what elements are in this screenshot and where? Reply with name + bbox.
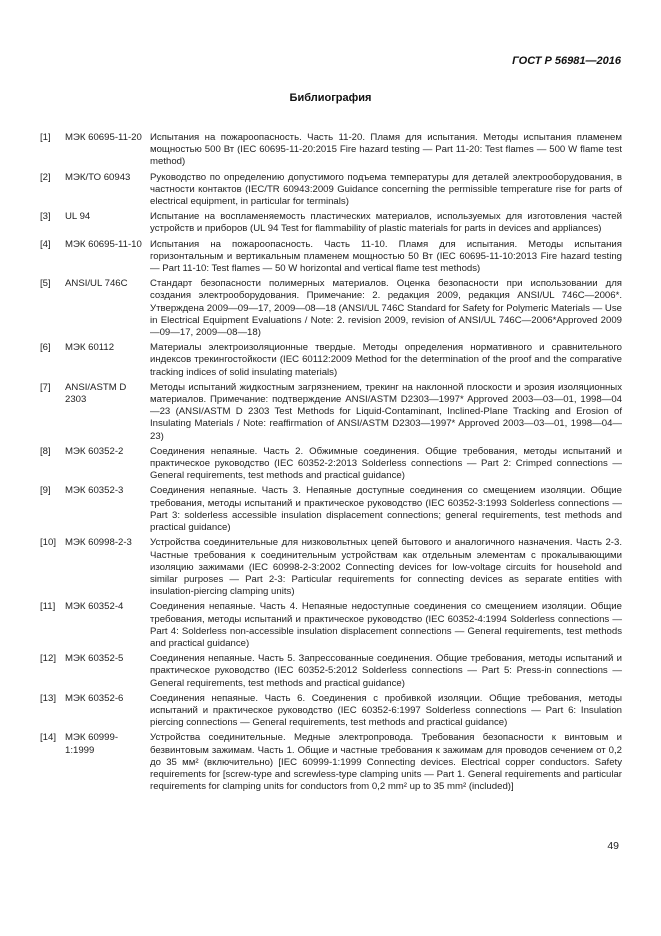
reference-code: UL 94 xyxy=(65,211,91,223)
reference-text: Материалы электроизоляционные твердые. Методы определения нормативного и сравнительного индексов трекингостойкости (IEC 60112:2009 Method for the determination of the proof and the comparative tracking indices of solid insulating materials) xyxy=(150,342,622,378)
reference-number: [7] xyxy=(40,381,51,393)
reference-code: МЭК 60998-2-3 xyxy=(65,537,132,549)
reference-item xyxy=(40,601,622,650)
reference-number: [8] xyxy=(40,445,51,457)
reference-number: [9] xyxy=(40,485,51,497)
reference-code: МЭК 60695-11-20 xyxy=(65,132,142,143)
reference-item xyxy=(40,132,622,169)
reference-code: МЭК 60112 xyxy=(65,342,115,354)
reference-number: [1] xyxy=(40,132,51,143)
reference-item xyxy=(40,172,622,209)
reference-text: Соединения непаяные. Часть 2. Обжимные соединения. Общие требования, методы испытаний и практическое руководство (IEC 60352-2:2013 Solderless connections — Part 2: Crimped connections — General requirements, test methods and practical guidance) xyxy=(150,445,622,482)
reference-code: МЭК/ТО 60943 xyxy=(65,171,131,183)
reference-item xyxy=(40,693,622,730)
reference-text: Соединения непаяные. Часть 4. Непаяные недоступные соединения со смещением изоляции. Общие требования, методы испытаний и практическое руководство (IEC 60352-4:1994 Solderless connections — Part 4: Solderless non-accessible insulation displacement connections — General requirements, test methods and practical guidance) xyxy=(150,601,622,649)
reference-item xyxy=(40,342,622,379)
reference-code: ANSI/ASTM D 2303 xyxy=(65,381,127,406)
reference-text: Испытания на пожароопасность. Часть 11-20. Пламя для испытания. Методы испытания пламенем мощностью 500 Вт (IEC 60695-11-20:2015 Fire hazard testing — Part 11-20: Test flames — 500 W flame test method) xyxy=(150,132,622,168)
reference-item xyxy=(40,485,622,534)
reference-number: [12] xyxy=(40,653,57,665)
page-number: 49 xyxy=(607,840,619,852)
reference-code: МЭК 60352-4 xyxy=(65,601,124,613)
reference-text: Испытания на пожароопасность. Часть 11-10. Пламя для испытания. Методы испытания горизонтальным и вертикальным пламенем мощностью 50 Вт (IEC 60695-11-10:2013 Fire hazard testing — Part 11-10: Test flames — 50 W horizontal and vertical flame test methods) xyxy=(150,238,622,275)
reference-text: Методы испытаний жидкостным загрязнением, трекинг на наклонной плоскости и эрозия изоляционных материалов. Примечание: подтверждение ANSI/ASTM D2303—1997* Approved 2003—03—01, 1998—04—23 (ANSI/ASTM D 2303 Test Methods for Liquid-Contaminant, Inclined-Plane Tracking and Erosion of Insulating Materials / Note: reaffirmation of ANSI/ASTM D2303—1997* Approved 2003—03—01, 1998—04—23) xyxy=(150,381,622,442)
bibliography-list xyxy=(40,132,622,796)
reference-code: МЭК 60352-3 xyxy=(65,485,124,497)
document-header: ГОСТ Р 56981—2016 xyxy=(512,55,621,67)
reference-item xyxy=(40,653,622,690)
reference-number: [4] xyxy=(40,238,51,250)
page-title: Библиография xyxy=(289,92,372,104)
reference-number: [5] xyxy=(40,278,51,290)
reference-number: [10] xyxy=(40,537,57,549)
reference-text: Соединения непаяные. Часть 5. Запрессованные соединения. Общие требования, методы испытаний и практическое руководство (IEC 60352-5:2012 Solderless connections — Part 5: Press-in connections — General requirements, test methods and practical guidance) xyxy=(150,653,622,689)
reference-text: Устройства соединительные для низковольтных цепей бытового и аналогичного назначения. Часть 2-3. Частные требования к соединительным устройствам как отдельным элементам с прокалывающими изоляцию зажимами (IEC 60998-2-3:2002 Connecting devices for low-voltage circuits for household and similar purposes — Part 2-3: Particular requirements for connecting devices as separate entities with insulation-piercing clamping units) xyxy=(150,537,622,598)
reference-item xyxy=(40,732,622,793)
reference-code: МЭК 60352-6 xyxy=(65,692,124,704)
reference-text: Руководство по определению допустимого подъема температуры для деталей электрооборудования, в частности контактов (IEC/TR 60943:2009 Guidance concerning the permissible temperature rise for parts of electrical equipment, in particular for terminals) xyxy=(150,171,622,208)
reference-number: [14] xyxy=(40,732,57,744)
reference-number: [11] xyxy=(40,601,56,613)
reference-code: ANSI/UL 746C xyxy=(65,278,128,290)
reference-number: [13] xyxy=(40,692,57,704)
reference-text: Соединения непаяные. Часть 6. Соединения с пробивкой изоляции. Общие требования, методы испытаний и практическое руководство (IEC 60352-6:1997 Solderless connections — Part 6: Insulation piercing connections — General requirements, test methods and practical guidance) xyxy=(150,692,622,729)
reference-item xyxy=(40,446,622,483)
reference-text: Соединения непаяные. Часть 3. Непаяные доступные соединения со смещением изоляции. Общие требования, методы испытаний и практическое руководство (IEC 60352-3:1993 Solderless connections — Part 3: solderless accessible insulation displacement connections; general requirements, test methods and practical guidance) xyxy=(150,485,622,534)
reference-code: МЭК 60352-2 xyxy=(65,445,124,457)
reference-item xyxy=(40,382,622,443)
reference-number: [3] xyxy=(40,211,51,223)
reference-code: МЭК 60695-11-10 xyxy=(65,238,142,250)
reference-text: Стандарт безопасности полимерных материалов. Оценка безопасности при использовании для создания электрооборудования. Примечание: 2. редакция 2009, редакция ANSI/UL 746C—2006*. Утверждена 2009—09—17, 2009—08—18 (ANSI/UL 746C Standard for Safety for Polymeric Materials — Use in Electrical Equipment Evaluations / Note: 2. revision 2009, revision of ANSI/UL 746C—2006*Approved 2009—09—17, 2009—08—18) xyxy=(150,278,622,339)
reference-number: [6] xyxy=(40,342,51,354)
reference-item xyxy=(40,278,622,339)
reference-text: Устройства соединительные. Медные электропровода. Требования безопасности к винтовым и безвинтовым зажимам. Часть 1. Общие и частные требования к зажимам для проводов сечением от 0,2 до 35 мм² (включительно) [IEC 60999-1:1999 Connecting devices. Electrical copper conductors. Safety requirements for [screw-type and screwless-type clamping units — Part 1. General requirements and particular requirements for clamping units for conductors from 0,2 mm² up to 35 mm² (included)] xyxy=(150,732,622,793)
reference-item xyxy=(40,239,622,276)
reference-number: [2] xyxy=(40,171,51,183)
reference-item xyxy=(40,211,622,235)
reference-code: МЭК 60999-1:1999 xyxy=(65,732,119,756)
reference-code: МЭК 60352-5 xyxy=(65,653,124,665)
reference-item xyxy=(40,537,622,598)
reference-text: Испытание на воспламеняемость пластических материалов, используемых для изготовления частей устройств и приборов (UL 94 Test for flammability of plastic materials for parts in devices and appliances) xyxy=(150,211,622,235)
